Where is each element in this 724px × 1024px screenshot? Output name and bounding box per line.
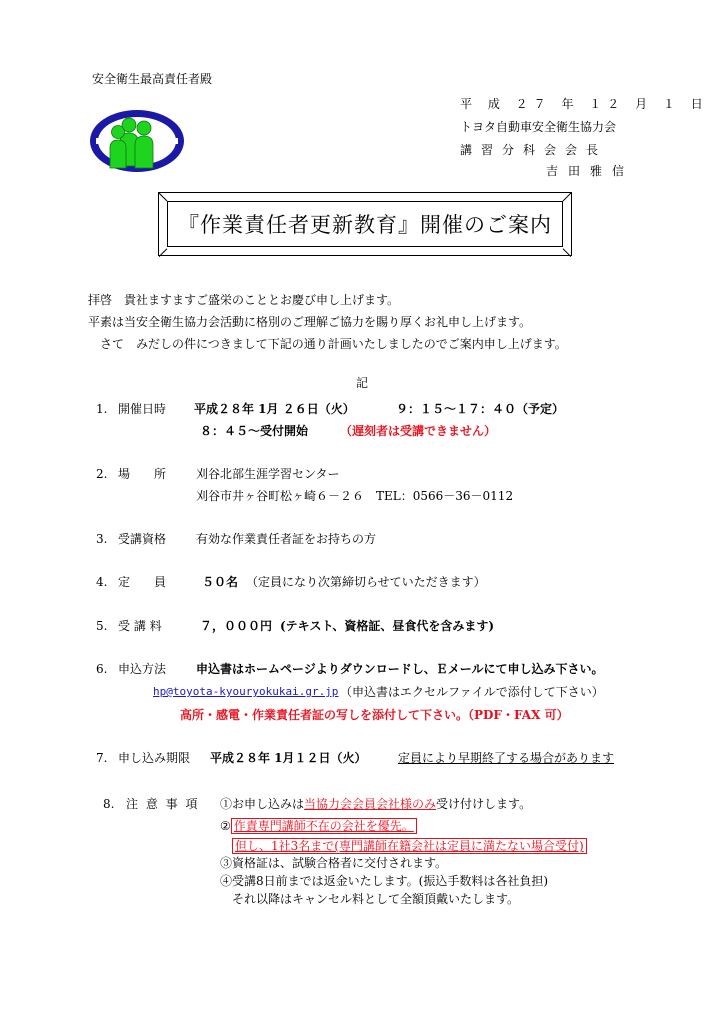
event-time: ９：１５～１７：４０（予定）: [396, 402, 565, 416]
note-1-members-only: 当協力会会員会社様のみ: [304, 797, 437, 811]
item-number: 5.: [96, 619, 108, 633]
item-label-notes: 注 意 事 項: [126, 797, 200, 811]
note-1-c: 受け付けします。: [436, 797, 532, 811]
item-number: 6.: [96, 662, 108, 676]
note-2-priority: 作責専門講師不在の会社を優先。: [231, 818, 417, 834]
item-number: 1.: [96, 402, 108, 416]
greeting-line-2: 平素は当安全衛生協力会活動に格別のご理解ご協力を賜り厚くお礼申し上げます。: [88, 315, 532, 329]
item-label-date: 開催日時: [118, 402, 167, 416]
item-number: 3.: [96, 532, 108, 546]
fee-note: (テキスト、資格証、昼食代を含みます): [280, 619, 495, 633]
organization-name: トヨタ自動車安全衛生協力会: [460, 120, 617, 134]
application-method: 申込書はホームページよりダウンロードし、Ｅメールにて申し込み下さい。: [196, 662, 604, 676]
greeting-line-3: さて みだしの件につきまして下記の通り計画いたしましたのでご案内申し上げます。: [100, 337, 567, 351]
application-email-link[interactable]: hp@toyota-kyouryokukai.gr.jp: [153, 685, 339, 698]
item-label-application: 申込方法: [118, 662, 167, 676]
note-2-limit: 但し、1社3名まで(専門講師在籍会社は定員に満たない場合受付): [232, 838, 587, 854]
capacity-note: （定員になり次第締切らせていただきます）: [246, 575, 486, 589]
issue-date: 平 成 ２７ 年 １２ 月 １ 日: [460, 97, 709, 111]
item-label-place: 場 所: [118, 467, 167, 481]
item-number: 7.: [96, 751, 108, 765]
venue-address: 刈谷市井ヶ谷町松ヶ崎６－２６ TEL：0566－36－0112: [196, 489, 514, 503]
deadline-value: 平成２８年 1月１２日（火）: [210, 751, 367, 765]
note-1: [220, 797, 531, 811]
note-2: [220, 819, 417, 833]
fee-value: ７，０００円: [200, 619, 273, 633]
note-4: ④受講8日前までは返金いたします。(振込手数料は各社負担): [220, 874, 549, 888]
note-3: ③資格証は、試験合格者に交付されます。: [220, 856, 448, 870]
item-label-fee: 受 講 料: [118, 619, 162, 633]
event-date: 平成２８年 1月 ２６日（火）: [194, 402, 355, 416]
item-number: 2.: [96, 467, 108, 481]
sender-name: 吉田雅信: [546, 164, 635, 178]
note-1-a: ①お申し込みは: [220, 797, 305, 811]
item-label-qualification: 受講資格: [118, 532, 167, 546]
addressee: 安全衛生最高責任者殿: [92, 72, 213, 86]
email-note: （申込書はエクセルファイルで添付して下さい）: [340, 685, 604, 699]
ki-mark: 記: [356, 376, 369, 390]
item-number: 8.: [103, 797, 115, 811]
capacity-value: ５０名: [202, 575, 239, 589]
people-group-logo-icon: [88, 108, 186, 174]
greeting-line-1: 拝啓 貴社ますますご盛栄のこととお慶び申し上げます。: [88, 293, 400, 307]
title-frame: [158, 192, 572, 256]
qualification-text: 有効な作業責任者証をお持ちの方: [196, 532, 377, 546]
item-label-deadline: 申し込み期限: [118, 751, 191, 765]
deadline-note: 定員により早期終了する場合があります: [398, 751, 615, 765]
item-label-capacity: 定 員: [118, 575, 167, 589]
note-5: それ以降はキャンセル料として全額頂戴いたします。: [232, 892, 520, 906]
page-title: 『作業責任者更新教育』開催のご案内: [178, 213, 552, 237]
sender-position: 講習分科会会長: [460, 143, 608, 157]
attachment-notice: 高所・感電・作業責任者証の写しを添付して下さい。（PDF・FAX 可）: [180, 708, 569, 722]
item-number: 4.: [96, 575, 108, 589]
note-2-a: ②: [220, 819, 231, 833]
late-notice: （遅刻者は受講できません）: [340, 424, 497, 438]
venue-name: 刈谷北部生涯学習センター: [196, 467, 340, 481]
reception-time: ８：４５～受付開始: [200, 424, 309, 438]
